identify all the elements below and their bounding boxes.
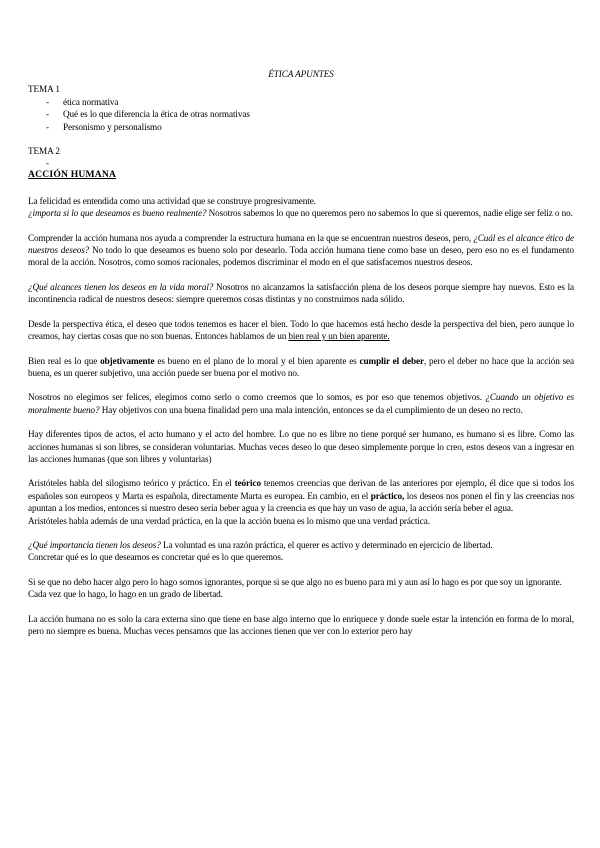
paragraph: Si se que no debo hacer algo pero lo hago somos ignorantes, porque si se que algo no es bueno para mi y aun así lo hago es por que soy un ignorante. Cada vez que lo hago, lo hago en un grado de libertad. [28,576,562,600]
paragraph: ¿Qué importancia tienen los deseos? La voluntad es una razón práctica, el querer es activo y determinado en ejercicio de libertad. Concretar qué es lo que deseamos es concretar qué es lo que queremos. [28,539,493,563]
tema-2-label: TEMA 2 [28,146,60,157]
tema-1-label: TEMA 1 [28,84,60,95]
paragraph: Nosotros no elegimos ser felices, elegimos como serlo o como creemos que lo somos, es por eso que tenemos objetivos. ¿Cuando un objetivo es moralmente bueno? Hay objetivos con una buena finalidad pero una mala intención, entonces se da el cumplimiento de un deseo no recto. [28,392,574,415]
tema-1-list [28,96,574,133]
list-item: - ética normativa [28,96,574,108]
section-heading: ACCIÓN HUMANA [28,169,117,181]
paragraph: ¿Qué alcances tienen los deseos en la vida moral? Nosotros no alcanzamos la satisfacción plena de los deseos porque siempre hay nuevos. Esto es la incontinencia radical de nuestros deseos: siempre queremos cosas distintas y no construimos nada sólido. [28,281,574,305]
paragraph: Desde la perspectiva ética, el deseo que todos tenemos es hacer el bien. Todo lo que hacemos está hecho desde la perspectiva del bien, pero aunque lo creamos, hay ciertas cosas que no son buenas. Entonces hablamos de un bien real y un bien aparente. [28,318,574,342]
paragraph: Comprender la acción humana nos ayuda a comprender la estructura humana en la que se encuentran nuestros deseos, pero, ¿Cuál es el alcance ético de nuestros deseos? No todo lo que deseamos es bueno solo por desearlo. Toda acción humana tiene como base un deseo, pero eso no es el fundamento moral de la acción. Nosotros, como somos racionales, podemos discriminar el modo en el que satisfacemos nuestros deseos. [28,232,574,268]
paragraph: La acción humana no es solo la cara externa sino que tiene en base algo interno que lo enriquece y donde suele estar la intención en forma de lo moral, pero no siempre es buena. Muchas veces pensamos que las acciones tienen que ver con lo exterior pero hay [28,613,574,636]
list-item: - Qué es lo que diferencia la ética de otras normativas [28,108,574,120]
document-page [28,68,574,649]
paragraph: Bien real es lo que objetivamente es bueno en el plano de lo moral y el bien aparente es cumplir el deber, pero el deber no hace que la acción sea buena, es un querer subjetivo, una acción puede ser buena por el motivo no. [28,355,575,378]
list-item: - Personismo y personalismo [28,121,574,133]
paragraph: Aristóteles habla del silogismo teórico y práctico. En el teórico tenemos creencias que derivan de las anteriores por ejemplo, él dice que si todos los españoles son europeos y Marta es española, directamente Marta es europea. En cambio, en el práctico, los deseos nos ponen el fin y las creencias nos apuntan a los medios, entonces si nuestro deseo sería beber agua y la creencia es que hay un vaso de agua, la acción sería beber el agua. Aristóteles habla además de una verdad práctica, en la que la acción buena es lo mismo que una verdad práctica. [28,478,575,526]
paragraph: La felicidad es entendida como una actividad que se construye progresivamente. ¿importa si lo que deseamos es bueno realmente? Nosotros sabemos lo que no queremos pero no sabemos lo que sí queremos, nadie elige ser feliz o no. [28,195,573,219]
paragraph: Hay diferentes tipos de actos, el acto humano y el acto del hombre. Lo que no es libre no tiene porqué ser humano, es humano si es libre. Como las acciones humanas si son libres, se consideran voluntarias. Muchas veces deseo lo que deseo simplemente porque lo creo, estos deseos van a ingresar en las acciones humanas (que son libres y voluntarias) [28,429,574,464]
document-title: ÉTICA APUNTES [268,69,334,79]
